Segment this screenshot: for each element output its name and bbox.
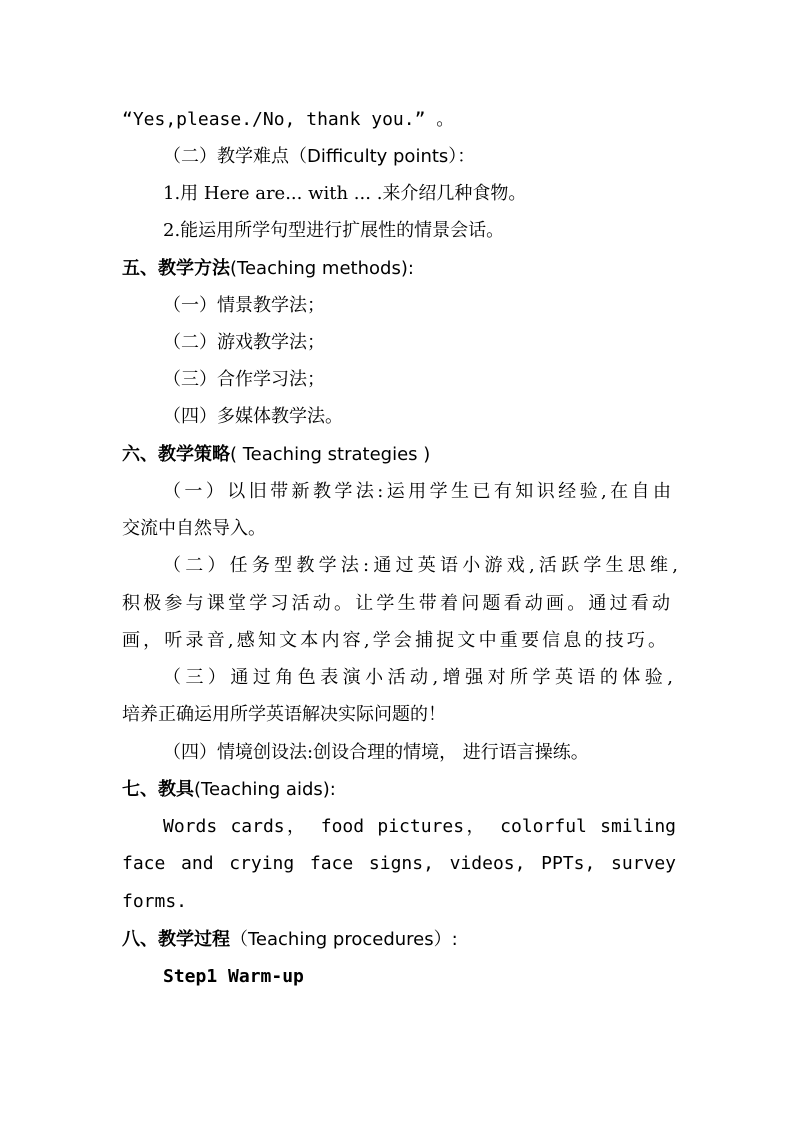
difficulty-item-1: 1.用 Here are... with ... .来介绍几种食物。 <box>163 183 527 204</box>
section-eight-title: 八、教学过程 <box>122 929 230 950</box>
strategy-3-line-2: 培养正确运用所学英语解决实际问题的！ <box>122 704 446 725</box>
quote-line: “Yes,please./No, thank you.” 。 <box>122 109 455 130</box>
strategy-3-line-1: （三）通过角色表演小活动,增强对所学英语的体验, <box>163 667 673 688</box>
aids-line-2: face and crying face signs, videos, PPTs, survey <box>122 853 676 874</box>
step-1-heading: Step1 Warm-up <box>163 966 304 987</box>
section-six-english: ( Teaching strategies ) <box>230 444 431 465</box>
strategy-2-line-1: （二）任务型教学法:通过英语小游戏,活跃学生思维, <box>163 555 678 576</box>
strategy-2-line-2: 积极参与课堂学习活动。让学生带着问题看动画。通过看动 <box>122 593 670 614</box>
aids-line-1: Words cards， food pictures， colorful smiling <box>163 816 676 837</box>
method-item-4: （四）多媒体教学法。 <box>163 406 343 427</box>
section-five-english: (Teaching methods): <box>230 258 414 279</box>
aids-line-3: forms. <box>122 891 188 912</box>
section-eight-english: （Teaching procedures）: <box>230 929 458 950</box>
difficulty-item-2: 2.能运用所学句型进行扩展性的情景会话。 <box>163 220 505 241</box>
strategy-1-line-1: （一）以旧带新教学法:运用学生已有知识经验,在自由 <box>163 481 671 502</box>
strategy-2-line-3: 画，听录音,感知文本内容,学会捕捉文中重要信息的技巧。 <box>122 630 666 651</box>
section-five-title: 五、教学方法 <box>122 258 230 279</box>
section-seven-english: (Teaching aids): <box>194 779 336 800</box>
section-eight-heading <box>122 928 458 952</box>
section-seven-title: 七、教具 <box>122 779 194 800</box>
section-six-title: 六、教学策略 <box>122 444 230 465</box>
difficulty-points-text: （二）教学难点（Difficulty points）： <box>163 146 476 167</box>
method-item-2: （二）游戏教学法； <box>163 332 325 353</box>
section-six-heading <box>122 443 430 467</box>
method-item-3: （三）合作学习法； <box>163 369 325 390</box>
section-five-heading <box>122 257 414 281</box>
strategy-1-line-2: 交流中自然导入。 <box>122 518 266 539</box>
section-seven-heading <box>122 778 336 802</box>
difficulty-points-heading <box>163 145 475 169</box>
strategy-4-line: （四）情境创设法:创设合理的情境， 进行语言操练。 <box>163 742 589 763</box>
method-item-1: （一）情景教学法； <box>163 295 325 316</box>
